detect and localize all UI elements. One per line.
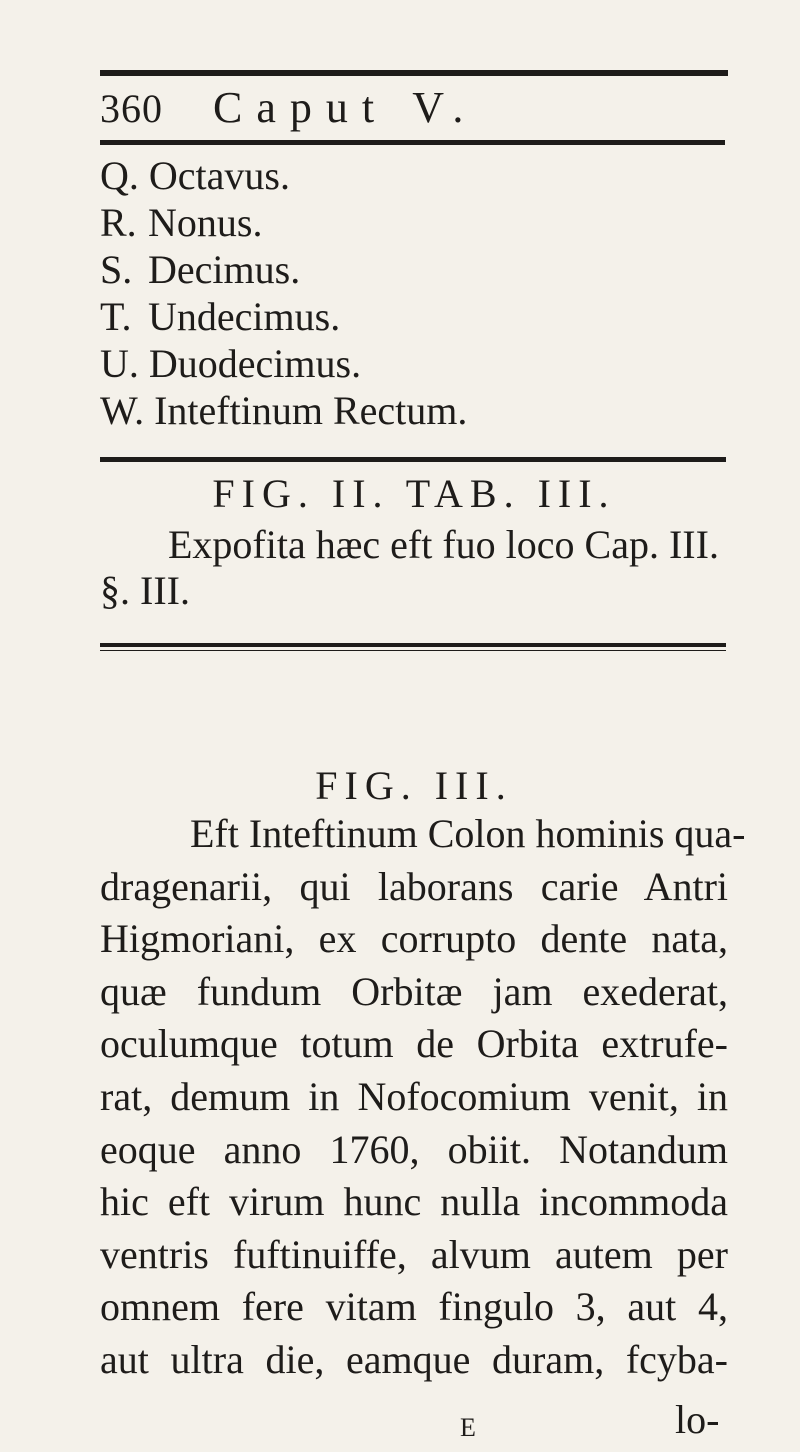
fig3-heading: FIG. III. (315, 763, 513, 808)
text-line: ventris fuftinuiffe, alvum autem per (100, 1231, 728, 1277)
running-head: Caput V. (213, 83, 478, 132)
text-line: hic eft virum hunc nulla incommoda (100, 1179, 728, 1225)
text-line: rat, demum in Nofocomium venit, in (100, 1073, 728, 1119)
legend-item (100, 152, 728, 199)
text-line: Higmoriani, ex corrupto dente nata, (100, 916, 728, 962)
fig3-description (100, 808, 746, 1387)
legend-text: Octavus. (148, 153, 290, 198)
legend-item (100, 293, 728, 340)
page-footer (100, 1396, 728, 1444)
legend-text: Inteftinum Rectum. (154, 388, 468, 433)
legend-text: Undecimus. (148, 294, 341, 339)
section-rule (100, 643, 726, 647)
legend-text: Nonus. (148, 200, 263, 245)
legend-item (100, 246, 728, 293)
header-rule (100, 140, 725, 145)
page-header (100, 82, 728, 132)
text-line: eoque anno 1760, obiit. Notandum (100, 1126, 728, 1172)
legend-item (100, 387, 728, 434)
legend-key: Q. (100, 153, 139, 198)
fig2-text: Expofita hæc eft fuo loco Cap. III. §. III. (100, 522, 719, 613)
catchword: lo- (675, 1397, 720, 1442)
text-line: dragenarii, qui laborans carie Antri (100, 863, 728, 909)
legend-item (100, 199, 728, 246)
figure-legend (100, 152, 728, 434)
legend-item (100, 340, 728, 387)
legend-text: Duodecimus. (148, 341, 362, 386)
page-number: 360 (100, 86, 163, 131)
legend-text: Decimus. (148, 247, 301, 292)
text-line: aut ultra die, eamque duram, fcyba- (100, 1336, 728, 1382)
top-rule (100, 70, 728, 76)
text-line: oculumque totum de Orbita extrufe- (100, 1021, 728, 1067)
legend-key: T. (100, 294, 132, 339)
legend-key: R. (100, 200, 137, 245)
text-line: omnem fere vitam fingulo 3, aut 4, (100, 1284, 728, 1330)
legend-key: W. (100, 388, 145, 433)
text-line: Eft Inteftinum Colon hominis qua- (190, 811, 746, 856)
section-rule (100, 457, 726, 462)
text-line: quæ fundum Orbitæ jam exederat, (100, 968, 728, 1014)
legend-key: U. (100, 341, 139, 386)
signature-mark: E (460, 1413, 476, 1442)
fig2-heading: FIG. II. TAB. III. (212, 471, 616, 516)
legend-key: S. (100, 247, 133, 292)
section-rule-thin (100, 650, 726, 651)
